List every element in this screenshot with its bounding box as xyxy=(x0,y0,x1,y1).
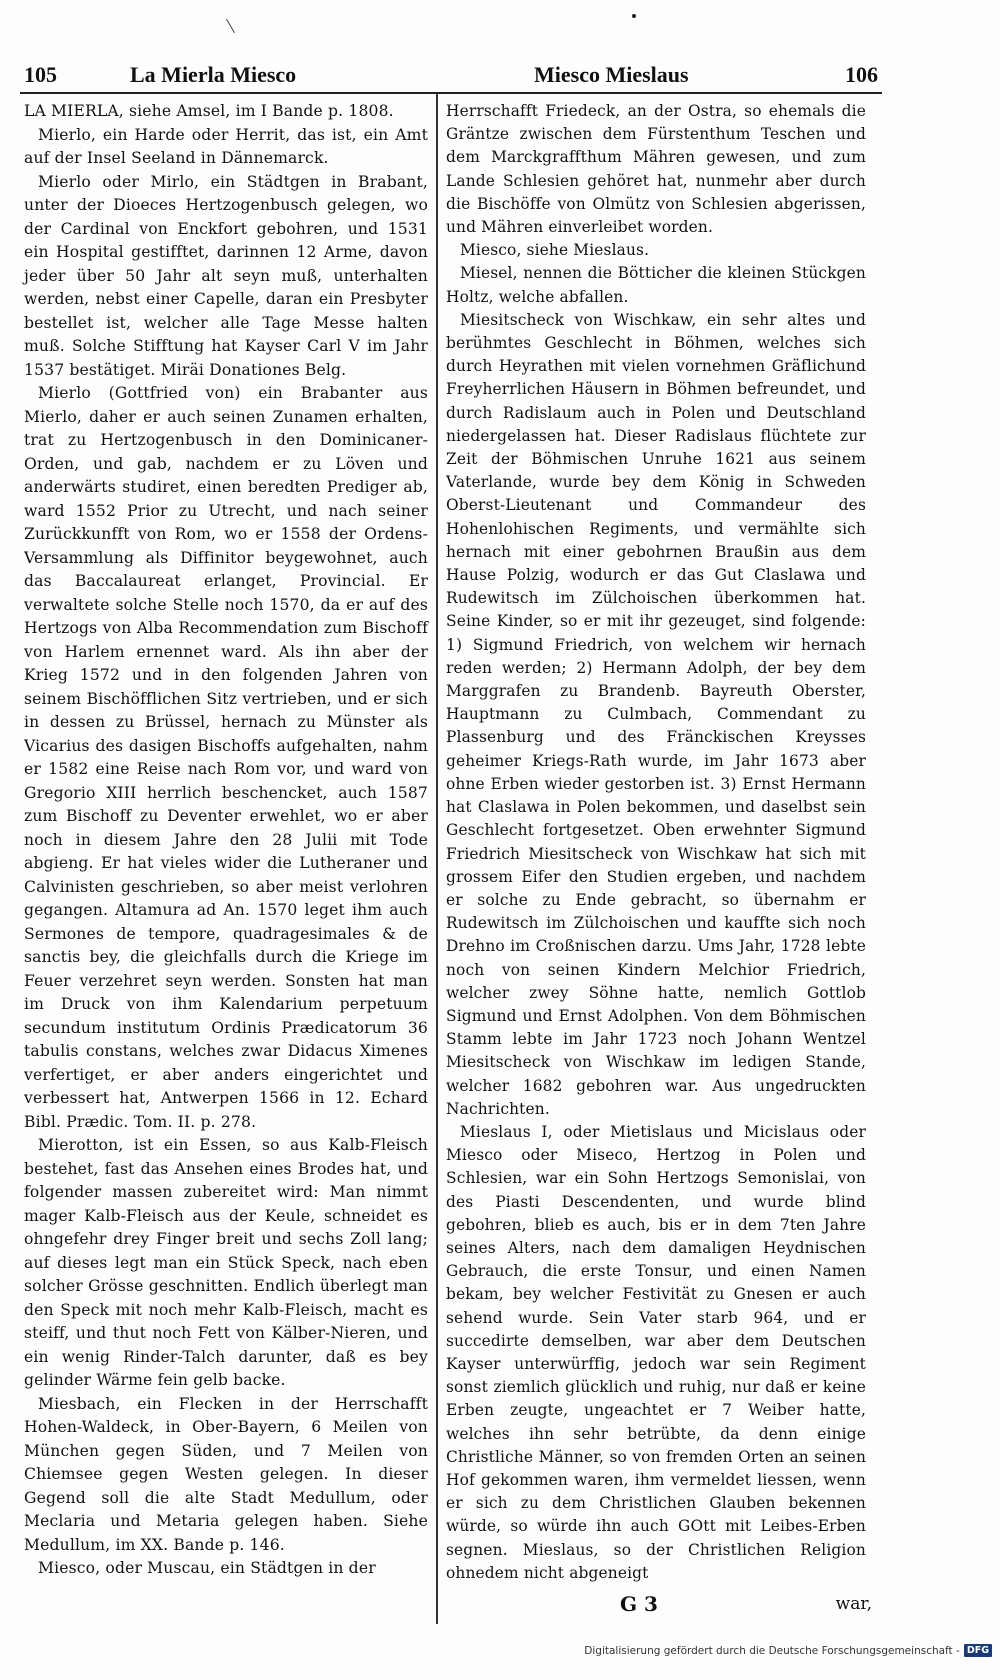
entry-miesco-muscau: Miesco, oder Muscau, ein Städtgen in der xyxy=(38,1559,376,1577)
entry-miesbach: Miesbach, ein Flecken in der Herrschafft Hohen-Waldeck, in Ober-Bayern, 6 Meilen von München gegen Süden, und 7 Meilen von Chiemsee gegen Westen gelegen. In dieser Gegend soll die alte Stadt Medullum, oder Meclaria und Metaria gelegen haben. Siehe Medullum, im XX. Bande p. 146. xyxy=(24,1394,428,1554)
running-header xyxy=(20,58,882,94)
right-column xyxy=(446,100,866,1585)
left-running-title: La Mierla Miesco xyxy=(130,62,297,87)
entry-la-mierla: LA MIERLA, siehe Amsel, im I Bande p. 1808. xyxy=(24,102,394,120)
entry-miesco-ref: Miesco, siehe Mieslaus. xyxy=(460,241,650,260)
entry-mierlo-harde: Mierlo, ein Harde oder Herrit, das ist, ein Amt auf der Insel Seeland in Dännemarck. xyxy=(24,125,428,167)
digitization-footer xyxy=(584,1644,992,1657)
entry-mieslaus: Mieslaus I, oder Mietislaus und Micislaus oder Miesco oder Miseco, Hertzog in Polen und Schlesien, war ein Sohn Hertzogs Semonislai, von des Piasti Descendenten, und wurde blind gebohren, blieb es auch, bis er in dem 7ten Jahre seines Alters, nach dem damaligen Heydnischen Gebrauch, die erste Tonsur, und einen Namen bekam, bey welcher Festivität zu Gnesen er auch sehend wurde. Sein Vater starb 964, und er succedirte demselben, war aber dem Deutschen Kayser unterwürffig, jedoch war sein Regiment sonst ziemlich glücklich und ruhig, nur daß er keine Erben zeugte, ungeachtet er 7 Weiber hatte, welches ihn sehr betrübte, da denn einige Christliche Männer, so von fremden Orten an seinen Hof gekommen waren, ihm vermeldet liessen, wenn er sich zu dem Christlichen Glauben bekennen würde, so würde ihn auch GOtt mit Leibes-Erben segnen. Mieslaus, so der Christlichen Religion ohnedem nicht abgeneigt xyxy=(446,1122,866,1582)
ink-mark xyxy=(226,19,235,33)
column-divider xyxy=(436,94,438,1624)
footer-credit: Digitalisierung gefördert durch die Deutsche Forschungsgemeinschaft - xyxy=(584,1644,960,1657)
entry-mierlo-staedtgen: Mierlo oder Mirlo, ein Städtgen in Brabant, unter der Dioeces Hertzogenbusch gelegen, wo der Cardinal von Enckfort gebohren, und 1531 ein Hospital gestifftet, darinnen 12 Arme, davon jeder über 50 Jahr alt seyn muß, unterhalten werden, nebst einer Capelle, daran ein Presbyter bestellet ist, welcher alle Tage Messe halten muß. Solche Stifftung hat Kayser Carl V im Jahr 1537 bestätiget. Miräi Donationes Belg. xyxy=(24,172,428,379)
entry-miesitscheck: Miesitscheck von Wischkaw, ein sehr altes und berühmtes Geschlecht in Böhmen, welches sich durch Heyrathen mit vielen vornehmen Gräflichund Freyherrlichen Häusern in Böhmen befreundet, und durch Radislaum auch in Polen und Deutschland niedergelassen hat. Dieser Radislaus flüchtete zur Zeit der Böhmischen Unruhe 1621 aus seinem Vaterlande, wurde bey dem König in Schweden Oberst-Lieutenant und Commandeur des Hohenlohischen Regiments, und vermählte sich hernach mit einer gebohrnen Braußin aus dem Hause Polzig, wodurch er das Gut Claslawa und Rudewitsch im Zülchoischen überkommen hat. Seine Kinder, so er mit ihr gezeuget, sind folgende: 1) Sigmund Friedrich, von welchem wir hernach reden werden; 2) Hermann Adolph, der bey dem Marggrafen zu Brandenb. Bayreuth Oberster, Hauptmann zu Culmbach, Commendant zu Plassenburg und des Fränckischen Kreysses geheimer Kriegs-Rath wurde, im Jahr 1673 aber ohne Erben wieder gestorben ist. 3) Ernst Hermann hat Claslawa in Polen bekommen, und daselbst sein Geschlecht fortgesetzet. Oben erwehnter Sigmund Friedrich Miesitscheck von Wischkaw hat sich mit grossem Eifer den Studien ergeben, und nachdem er solche zu Ende gebracht, so übernahm er Rudewitsch im Zülchoischen und kauffte sich noch Drehno im Croßnischen darzu. Ums Jahr, 1728 lebte noch von seinen Kindern Melchior Friedrich, welcher zwey Söhne hatte, nemlich Gottlob Sigmund und Ernst Adolphen. Von dem Böhmischen Stamm lebte im Jahr 1723 noch Johann Wentzel Miesitscheck von Wischkaw im ledigen Stande, welcher 1682 gebohren war. Aus ungedruckten Nachrichten. xyxy=(446,310,866,1118)
signature-mark: G 3 xyxy=(620,1592,658,1616)
entry-mierlo-gottfried: Mierlo (Gottfried von) ein Brabanter aus Mierlo, daher er auch seinen Zunamen erhalten, trat zu Hertzogenbusch in den Dominicaner-Orden, und gab, nachdem er zu Löven und anderwärts studiret, einen beredten Prediger ab, ward 1552 Prior zu Utrecht, und nach seiner Zurückkunfft von Rom, wo er 1558 der Ordens-Versammlung als Diffinitor beygewohnet, auch das Baccalaureat erlanget, Provincial. Er verwaltete solche Stelle noch 1570, da er auf des Hertzogs von Alba Recommendation zum Bischoff von Harlem ernennet ward. Als ihn aber der Krieg 1572 und in den folgenden Jahren von seinem Bischöfflichen Sitz vertrieben, und er sich in dessen zu Brüssel, hernach zu Münster als Vicarius des dasigen Bischoffs aufgehalten, nahm er 1582 eine Reise nach Rom vor, und ward von Gregorio XIII herrlich beschencket, auch 1587 zum Bischoff zu Deventer erwehlet, wo er aber noch in diesem Jahre den 28 Julii mit Tode abgieng. Er hat vieles wider die Lutheraner und Calvinisten geschrieben, so aber meist verlohren gegangen. Altamura ad An. 1570 leget ihm auch Sermones de tempore, quadragesimales & de sanctis bey, die gleichfalls durch die Kriege im Feuer verzehret seyn werden. Sonsten hat man im Druck von ihm Kalendarium perpetuum secundum institutum Ordinis Prædicatorum 36 tabulis constans, welches zwar Didacus Ximenes verfertiget, er aber anders eingerichtet und verbessert hat, Antwerpen 1566 in 12. Echard Bibl. Prædic. Tom. II. p. 278. xyxy=(24,384,428,1131)
right-running-title: Miesco Mieslaus xyxy=(534,62,689,87)
entry-continuation: Herrschafft Friedeck, an der Ostra, so ehemals die Gräntze zwischen dem Fürstenthum Teschen und dem Marckgraffthum Mähren gewesen, und zum Lande Schlesien gehöret hat, nunmehr aber durch die Bischöffe von Olmütz von Schlesien abgerissen, und Mähren einverleibet worden. xyxy=(446,102,866,237)
left-page-number: 105 xyxy=(24,62,57,87)
catchword: war, xyxy=(835,1594,872,1614)
ink-dot xyxy=(632,14,636,18)
dfg-logo: DFG xyxy=(964,1644,992,1657)
entry-miesel: Miesel, nennen die Bötticher die kleinen Stückgen Holtz, welche abfallen. xyxy=(446,264,866,306)
entry-mierotton: Mierotton, ist ein Essen, so aus Kalb-Fleisch bestehet, fast das Ansehen eines Brodes hat, und folgender massen zubereitet wird: Man nimmt mager Kalb-Fleisch aus der Keule, schneidet es ohngefehr drey Finger breit und sechs Zoll lang; auf dieses legt man ein Stück Speck, nach eben solcher Grösse geschnitten. Endlich überlegt man den Speck mit noch mehr Kalb-Fleisch, macht es steiff, und thut noch Fett von Kälber-Nieren, und ein wenig Rinder-Talch darunter, daß es bey gelinder Wärme fein gelb backe. xyxy=(24,1136,428,1389)
right-page-number: 106 xyxy=(845,62,878,87)
left-column xyxy=(24,100,428,1581)
